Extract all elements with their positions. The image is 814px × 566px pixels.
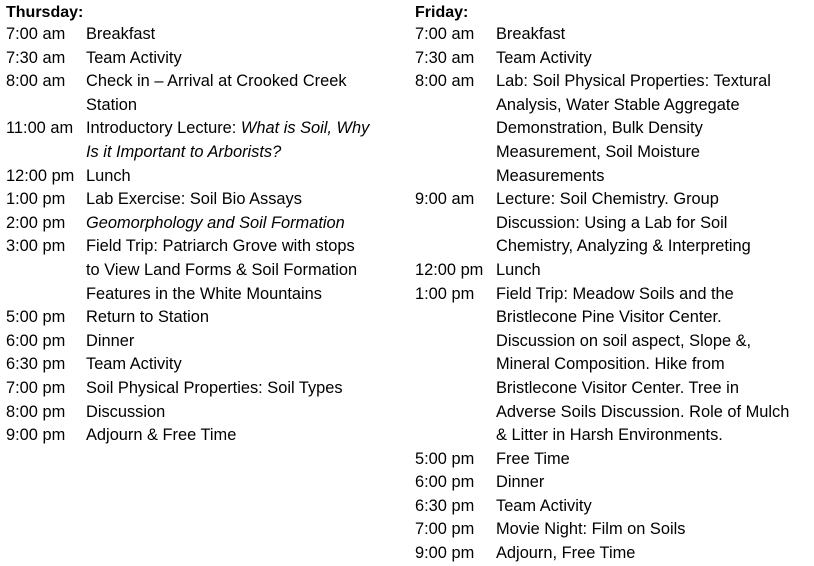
friday-entries	[415, 23, 810, 566]
entry-description	[496, 448, 810, 472]
schedule-entry	[6, 188, 406, 212]
entry-description	[86, 212, 406, 236]
entry-description-line	[496, 306, 810, 330]
friday-schedule	[415, 3, 810, 566]
entry-description-line	[496, 424, 810, 448]
entry-text: Measurement, Soil Moisture	[496, 142, 701, 161]
entry-text: Team Activity	[496, 48, 592, 67]
entry-description-line	[86, 353, 406, 377]
entry-text: Bristlecone Visitor Center. Tree in	[496, 378, 739, 397]
entry-description-line	[86, 165, 406, 189]
entry-description-line	[496, 377, 810, 401]
schedule-entry	[6, 353, 406, 377]
thursday-entries	[6, 23, 406, 448]
entry-time: 2:00 pm	[6, 213, 66, 232]
entry-description	[496, 23, 810, 47]
entry-description-line	[496, 471, 810, 495]
entry-description	[86, 188, 406, 212]
entry-description-line	[496, 330, 810, 354]
entry-time: 8:00 am	[415, 72, 475, 91]
schedule-entry	[415, 47, 810, 71]
entry-time: 11:00 am	[6, 119, 74, 138]
entry-description	[496, 542, 810, 566]
entry-description	[496, 259, 810, 283]
entry-description-line	[496, 23, 810, 47]
schedule-entry	[415, 188, 810, 259]
entry-time: 9:00 pm	[415, 544, 475, 563]
entry-text: to View Land Forms & Soil Formation	[86, 260, 358, 279]
entry-text: Lunch	[496, 260, 541, 279]
schedule-entry	[6, 70, 406, 117]
entry-text: & Litter in Harsh Environments.	[496, 426, 723, 445]
entry-description-line	[86, 23, 406, 47]
entry-description-line	[496, 401, 810, 425]
entry-description-line	[86, 47, 406, 71]
entry-text: Features in the White Mountains	[86, 284, 322, 303]
entry-description-line	[496, 542, 810, 566]
entry-description-line	[496, 495, 810, 519]
schedule-entry	[415, 471, 810, 495]
entry-description	[496, 283, 810, 448]
entry-text: Team Activity	[496, 496, 592, 515]
entry-time: 9:00 pm	[6, 426, 66, 445]
schedule-entry	[415, 283, 810, 448]
entry-text: Station	[86, 95, 138, 114]
schedule-entry	[6, 377, 406, 401]
entry-time: 7:00 pm	[415, 520, 475, 539]
entry-time: 6:00 pm	[6, 331, 66, 350]
entry-description	[496, 188, 810, 259]
entry-text: Check in – Arrival at Crooked Creek	[86, 72, 347, 91]
schedule-entry	[6, 117, 406, 164]
entry-description-line	[86, 330, 406, 354]
entry-text: Team Activity	[86, 355, 182, 374]
entry-description	[496, 495, 810, 519]
entry-italic-text: What is Soil, Why	[240, 119, 370, 138]
entry-description-line	[496, 283, 810, 307]
entry-time: 6:30 pm	[6, 355, 66, 374]
schedule-entry	[6, 212, 406, 236]
entry-description-line	[496, 259, 810, 283]
schedule-entry	[6, 424, 406, 448]
entry-description-line	[496, 188, 810, 212]
entry-description-line	[86, 424, 406, 448]
entry-description	[496, 47, 810, 71]
entry-text: Introductory Lecture:	[86, 119, 241, 138]
entry-time: 7:00 am	[415, 25, 475, 43]
entry-description-line	[86, 401, 406, 425]
entry-text: Movie Night: Film on Soils	[496, 520, 686, 539]
entry-description-line	[86, 141, 406, 165]
entry-description	[86, 47, 406, 71]
entry-description-line	[496, 141, 810, 165]
entry-description	[496, 518, 810, 542]
entry-description	[496, 471, 810, 495]
entry-time: 7:30 am	[6, 48, 66, 67]
entry-description-line	[86, 283, 406, 307]
entry-description-line	[496, 165, 810, 189]
entry-time: 7:00 am	[6, 25, 66, 43]
entry-italic-text: Geomorphology and Soil Formation	[86, 213, 345, 232]
schedule-entry	[6, 330, 406, 354]
entry-description-line	[496, 518, 810, 542]
entry-text: Measurements	[496, 166, 605, 185]
schedule-entry	[6, 306, 406, 330]
entry-time: 6:00 pm	[415, 473, 475, 492]
entry-text: Lecture: Soil Chemistry. Group	[496, 190, 719, 209]
entry-text: Analysis, Water Stable Aggregate	[496, 95, 740, 114]
entry-description	[86, 70, 406, 117]
entry-description-line	[496, 448, 810, 472]
entry-text: Mineral Composition. Hike from	[496, 355, 725, 374]
entry-description-line	[86, 306, 406, 330]
entry-time: 12:00 pm	[415, 260, 484, 279]
entry-description-line	[86, 70, 406, 94]
entry-text: Soil Physical Properties: Soil Types	[86, 378, 343, 397]
entry-text: Adverse Soils Discussion. Role of Mulch	[496, 402, 790, 421]
friday-title: Friday:	[415, 4, 469, 21]
entry-text: Free Time	[496, 449, 570, 468]
schedule-entry	[415, 495, 810, 519]
entry-time: 6:30 pm	[415, 496, 475, 515]
schedule-entry	[415, 70, 810, 188]
entry-text: Chemistry, Analyzing & Interpreting	[496, 237, 751, 256]
entry-description-line	[496, 70, 810, 94]
entry-time: 5:00 pm	[6, 308, 66, 327]
entry-description-line	[86, 94, 406, 118]
entry-text: Lunch	[86, 166, 131, 185]
entry-text: Breakfast	[86, 25, 156, 43]
entry-description-line	[496, 353, 810, 377]
entry-text: Breakfast	[496, 25, 566, 43]
entry-time: 12:00 pm	[6, 166, 75, 185]
entry-description-line	[86, 377, 406, 401]
entry-italic-text: Is it Important to Arborists?	[86, 142, 282, 161]
entry-description	[86, 117, 406, 164]
schedule-entry	[415, 518, 810, 542]
entry-time: 1:00 pm	[415, 284, 475, 303]
entry-time: 7:00 pm	[6, 378, 66, 397]
entry-description-line	[496, 117, 810, 141]
schedule-entry	[415, 542, 810, 566]
entry-text: Lab Exercise: Soil Bio Assays	[86, 190, 302, 209]
entry-description-line	[496, 94, 810, 118]
entry-description-line	[496, 235, 810, 259]
entry-text: Discussion on soil aspect, Slope &,	[496, 331, 752, 350]
entry-description	[86, 401, 406, 425]
entry-description-line	[86, 117, 406, 141]
entry-text: Dinner	[86, 331, 135, 350]
entry-text: Bristlecone Pine Visitor Center.	[496, 308, 722, 327]
thursday-title: Thursday:	[6, 4, 84, 21]
schedule-entry	[6, 401, 406, 425]
entry-time: 5:00 pm	[415, 449, 475, 468]
entry-description-line	[496, 47, 810, 71]
entry-description-line	[496, 212, 810, 236]
schedule-entry	[415, 448, 810, 472]
entry-text: Field Trip: Patriarch Grove with stops	[86, 237, 355, 256]
entry-description-line	[86, 259, 406, 283]
entry-time: 3:00 pm	[6, 237, 66, 256]
entry-description	[86, 23, 406, 47]
entry-description	[86, 353, 406, 377]
entry-text: Adjourn, Free Time	[496, 544, 636, 563]
entry-description	[86, 306, 406, 330]
entry-text: Team Activity	[86, 48, 182, 67]
entry-time: 7:30 am	[415, 48, 475, 67]
schedule-entry	[6, 47, 406, 71]
entry-description	[86, 235, 406, 306]
entry-description	[86, 377, 406, 401]
entry-text: Demonstration, Bulk Density	[496, 119, 703, 138]
schedule-entry	[6, 235, 406, 306]
entry-description	[86, 165, 406, 189]
entry-text: Return to Station	[86, 308, 210, 327]
entry-description-line	[86, 235, 406, 259]
entry-description	[86, 330, 406, 354]
entry-text: Discussion	[86, 402, 166, 421]
entry-time: 8:00 pm	[6, 402, 66, 421]
entry-time: 1:00 pm	[6, 190, 66, 209]
schedule-entry	[6, 23, 406, 47]
entry-text: Adjourn & Free Time	[86, 426, 237, 445]
entry-time: 9:00 am	[415, 190, 475, 209]
entry-text: Dinner	[496, 473, 545, 492]
schedule-entry	[415, 23, 810, 47]
entry-text: Discussion: Using a Lab for Soil	[496, 213, 728, 232]
entry-description	[496, 70, 810, 188]
thursday-schedule	[6, 3, 406, 448]
schedule-entry	[6, 165, 406, 189]
entry-text: Field Trip: Meadow Soils and the	[496, 284, 734, 303]
entry-description-line	[86, 212, 406, 236]
entry-description	[86, 424, 406, 448]
entry-description-line	[86, 188, 406, 212]
entry-time: 8:00 am	[6, 72, 66, 91]
schedule-entry	[415, 259, 810, 283]
entry-text: Lab: Soil Physical Properties: Textural	[496, 72, 771, 91]
